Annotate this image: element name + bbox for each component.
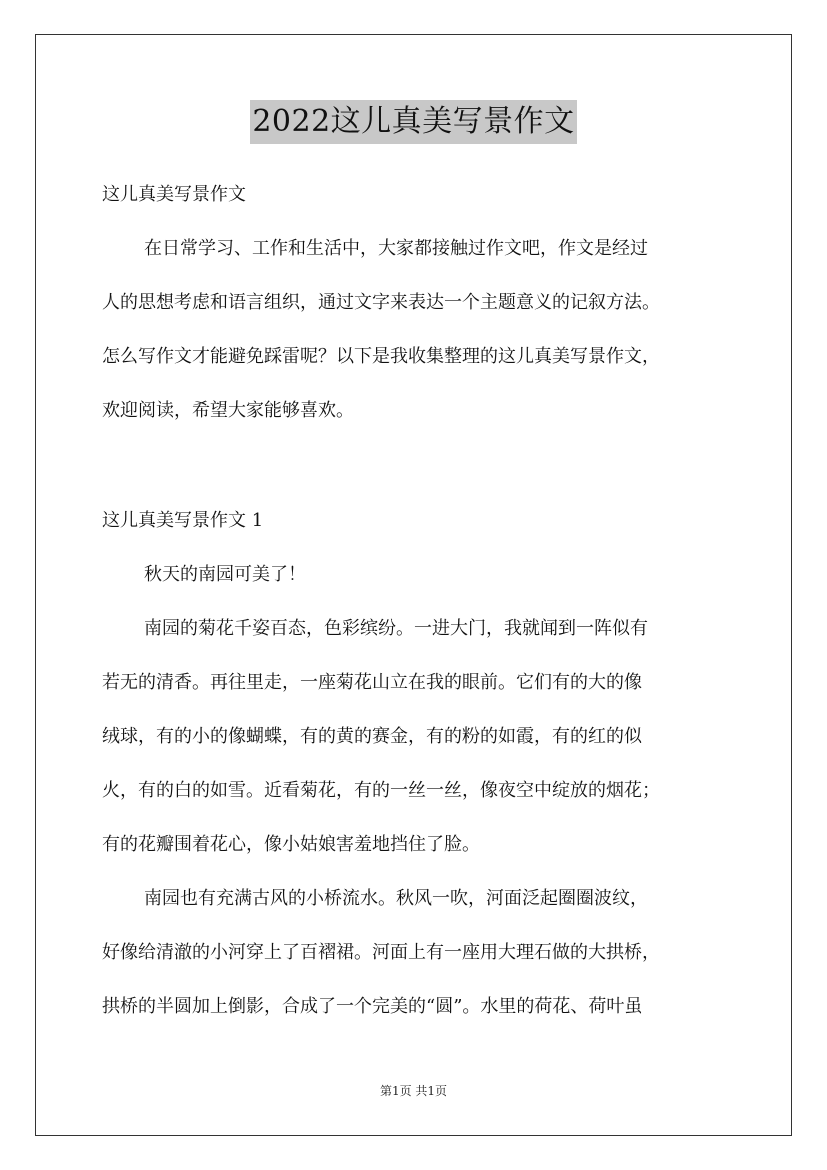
paragraph-line: 好像给清澈的小河穿上了百褶裙。河面上有一座用大理石做的大拱桥， [102,942,660,963]
title-container [0,100,827,144]
paragraph-line: 有的花瓣围着花心，像小姑娘害羞地挡住了脸。 [102,834,480,855]
paragraph-line: 若无的清香。再往里走，一座菊花山立在我的眼前。它们有的大的像 [102,672,642,693]
paragraph-line: 在日常学习、工作和生活中，大家都接触过作文吧，作文是经过 [144,238,648,259]
paragraph-line: 绒球，有的小的像蝴蝶，有的黄的赛金，有的粉的如霞，有的红的似 [102,726,642,747]
paragraph-line: 秋天的南园可美了！ [144,564,306,585]
section-heading: 这儿真美写景作文 [102,184,246,205]
paragraph-line: 火，有的白的如雪。近看菊花，有的一丝一丝，像夜空中绽放的烟花； [102,780,660,801]
paragraph-line: 怎么写作文才能避免踩雷呢？以下是我收集整理的这儿真美写景作文， [102,346,660,367]
paragraph-line: 欢迎阅读，希望大家能够喜欢。 [102,400,354,421]
page-footer: 第1页 共1页 [379,1084,448,1098]
section-heading: 这儿真美写景作文 1 [102,510,264,531]
paragraph-line: 人的思想考虑和语言组织，通过文字来表达一个主题意义的记叙方法。 [102,292,660,313]
document-title: 2022这儿真美写景作文 [250,100,576,144]
paragraph-line: 南园的菊花千姿百态，色彩缤纷。一进大门，我就闻到一阵似有 [144,618,648,639]
paragraph-line: 拱桥的半圆加上倒影，合成了一个完美的“圆”。水里的荷花、荷叶虽 [102,996,643,1017]
paragraph-line: 南园也有充满古风的小桥流水。秋风一吹，河面泛起圈圈波纹， [144,888,648,909]
